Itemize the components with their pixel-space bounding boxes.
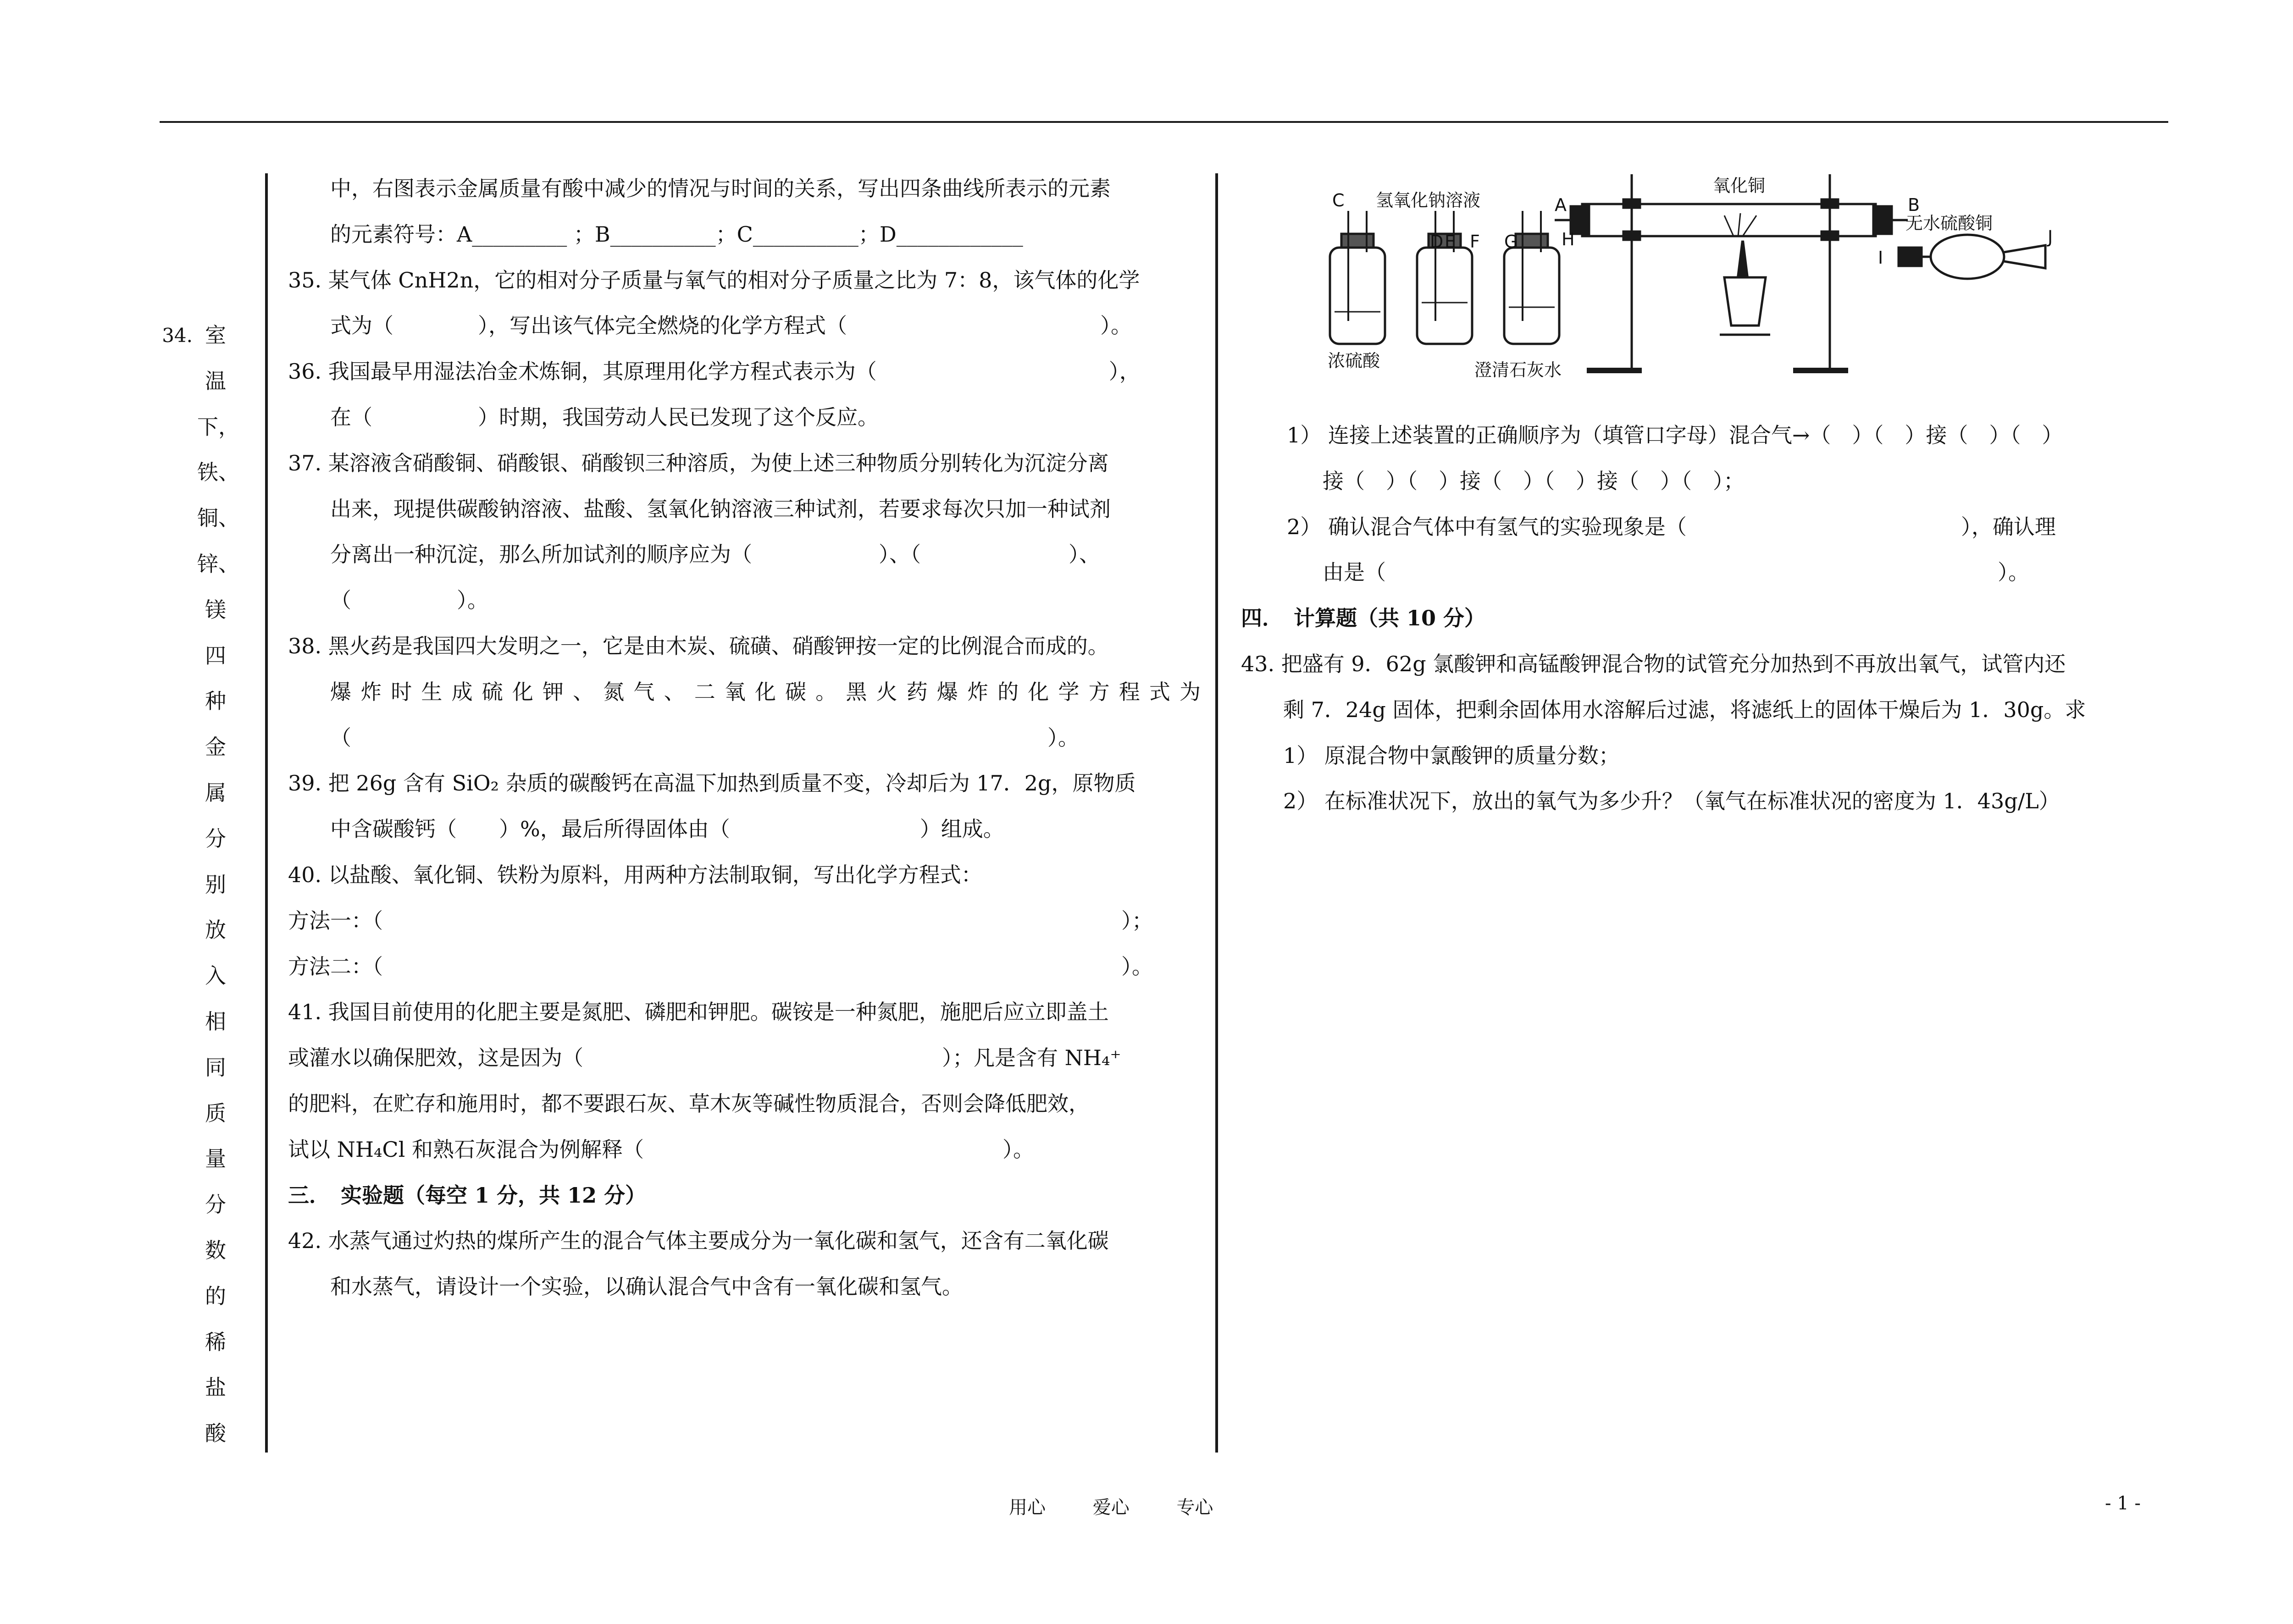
margin-char: 相 bbox=[205, 1009, 226, 1034]
question-text-line: 中，右图表示金属质量有酸中减少的情况与时间的关系，写出四条曲线所表示的元素 bbox=[330, 176, 1111, 201]
margin-char: 的 bbox=[205, 1283, 226, 1309]
margin-char: 数 bbox=[205, 1237, 226, 1263]
margin-char: 分 bbox=[205, 1192, 226, 1217]
bottle-naoh bbox=[1417, 248, 1472, 344]
question-text-line: 43. 把盛有 9．62g 氯酸钾和高锰酸钾混合物的试管充分加热到不再放出氧气，试管内还 bbox=[1241, 651, 2066, 676]
question-text-line: 和水蒸气，请设计一个实验，以确认混合气中含有一氧化碳和氢气。 bbox=[330, 1274, 963, 1299]
question-text-line: 爆炸时生成硫化钾、氮气、二氧化碳。黑火药爆炸的化学方程式为 bbox=[330, 679, 1201, 704]
question-text-line: 2） 确认混合气体中有氢气的实验现象是（ ），确认理 bbox=[1287, 514, 2056, 539]
footer-motto bbox=[1009, 1493, 1254, 1519]
label-i: I bbox=[1878, 248, 1883, 268]
question-text-line: 三． 实验题（每空 1 分，共 12 分） bbox=[288, 1182, 647, 1208]
question-text-line: 试以 NH₄Cl 和熟石灰混合为例解释（ ）。 bbox=[288, 1137, 1034, 1162]
question-text-line: 41. 我国目前使用的化肥主要是氮肥、磷肥和钾肥。碳铵是一种氮肥，施肥后应立即盖土 bbox=[288, 1000, 1109, 1025]
label-naoh-solution: 氢氧化钠溶液 bbox=[1376, 190, 1481, 210]
margin-char: 铁、 bbox=[197, 460, 239, 485]
margin-char: 金 bbox=[205, 735, 226, 760]
question-text-line: 2） 在标准状况下，放出的氧气为多少升？（氧气在标准状况的密度为 1．43g/L） bbox=[1283, 789, 2060, 814]
footer-word: 爱心 bbox=[1092, 1497, 1130, 1518]
question-text-line: 40. 以盐酸、氧化铜、铁粉为原料，用两种方法制取铜，写出化学方程式： bbox=[288, 862, 982, 887]
margin-char: 量 bbox=[205, 1146, 226, 1171]
margin-question-number: 34. bbox=[162, 324, 193, 347]
margin-char: 下， bbox=[197, 414, 239, 439]
label-a: A bbox=[1555, 195, 1567, 215]
margin-char: 属 bbox=[205, 780, 226, 805]
margin-char: 四 bbox=[205, 643, 226, 668]
drying-tube-cuso4 bbox=[1931, 235, 2004, 279]
margin-char: 种 bbox=[205, 689, 226, 714]
margin-char: 温 bbox=[205, 368, 226, 393]
question-text-line: 四． 计算题（共 10 分） bbox=[1241, 606, 1486, 631]
question-text-line: 分离出一种沉淀，那么所加试剂的顺序应为（ ）、（ ）、 bbox=[330, 542, 1100, 567]
question-text-line: 38. 黑火药是我国四大发明之一，它是由木炭、硫磺、硝酸钾按一定的比例混合而成的。 bbox=[288, 633, 1109, 658]
question-text-line: 1） 原混合物中氯酸钾的质量分数； bbox=[1283, 743, 1620, 768]
footer-word: 专心 bbox=[1176, 1497, 1213, 1518]
experiment-apparatus-diagram bbox=[1238, 160, 2064, 408]
label-c: C bbox=[1332, 190, 1345, 210]
margin-char: 质 bbox=[205, 1100, 226, 1126]
question-text-line: （ ）。 bbox=[330, 725, 1079, 750]
label-b: B bbox=[1908, 195, 1920, 215]
label-d: D bbox=[1430, 232, 1444, 252]
copper-oxide-sample bbox=[1724, 213, 1756, 236]
footer-word: 用心 bbox=[1009, 1497, 1046, 1518]
label-f: F bbox=[1470, 232, 1480, 252]
question-text-line: 中含碳酸钙（ ）%，最后所得固体由（ ）组成。 bbox=[330, 817, 1004, 842]
margin-char: 同 bbox=[205, 1055, 226, 1080]
margin-char: 锌、 bbox=[197, 551, 239, 576]
bottle-limewater bbox=[1504, 248, 1559, 344]
margin-char: 镁 bbox=[205, 597, 226, 622]
question-text-line: 的元素符号：A_________ ；B__________；C__________；D____________ bbox=[330, 221, 1023, 247]
question-text-line: （ ）。 bbox=[330, 588, 488, 613]
left-question-column bbox=[288, 166, 1201, 1310]
left-column-rule bbox=[265, 173, 268, 1453]
question-text-line: 的肥料，在贮存和施用时，都不要跟石灰、草木灰等碱性物质混合，否则会降低肥效， bbox=[288, 1091, 1090, 1116]
top-rule bbox=[160, 121, 2168, 123]
question-text-line: 方法二：（ ）。 bbox=[288, 954, 1153, 979]
bottle-conc-sulfuric bbox=[1330, 248, 1385, 344]
margin-char: 铜、 bbox=[197, 506, 239, 531]
right-question-column bbox=[1241, 413, 2163, 824]
question-text-line: 37. 某溶液含硝酸铜、硝酸银、硝酸钡三种溶质，为使上述三种物质分别转化为沉淀分离 bbox=[288, 450, 1109, 475]
question-text-line: 由是（ ）。 bbox=[1323, 560, 2029, 585]
question-text-line: 42. 水蒸气通过灼热的煤所产生的混合气体主要成分为一氧化碳和氢气，还含有二氧化碳 bbox=[288, 1228, 1109, 1254]
center-column-rule bbox=[1215, 173, 1218, 1453]
question-text-line: 1） 连接上述装置的正确顺序为（填管口字母）混合气→（ ）（ ）接（ ）（ ） bbox=[1287, 423, 2063, 447]
stopper-b bbox=[1873, 206, 1892, 234]
label-e: E bbox=[1445, 232, 1456, 252]
label-conc-sulfuric: 浓硫酸 bbox=[1328, 351, 1380, 371]
label-limewater: 澄清石灰水 bbox=[1474, 360, 1562, 380]
margin-char: 放 bbox=[205, 917, 226, 943]
margin-vertical-text bbox=[162, 313, 239, 1457]
question-text-line: 35. 某气体 CnH2n，它的相对分子质量与氧气的相对分子质量之比为 7：8，该气体的化学 bbox=[288, 267, 1140, 293]
margin-char: 酸 bbox=[205, 1421, 226, 1446]
question-text-line: 式为（ ），写出该气体完全燃烧的化学方程式（ ）。 bbox=[330, 313, 1132, 338]
label-anhydrous-cuso4: 无水硫酸铜 bbox=[1905, 213, 1993, 233]
margin-char: 分 bbox=[205, 826, 226, 851]
label-h: H bbox=[1562, 229, 1575, 249]
question-text-line: 接（ ）（ ）接（ ）（ ）接（ ）（ ）； bbox=[1323, 468, 1745, 493]
margin-char: 别 bbox=[205, 872, 226, 897]
question-text-line: 36. 我国最早用湿法冶金术炼铜，其原理用化学方程式表示为（ ）， bbox=[288, 359, 1141, 384]
question-text-line: 剩 7．24g 固体，把剩余固体用水溶解后过滤，将滤纸上的固体干燥后为 1．30g。求 bbox=[1283, 697, 2086, 722]
margin-char: 稀 bbox=[205, 1329, 226, 1354]
page-number: - 1 - bbox=[2105, 1493, 2141, 1514]
question-text-line: 出来，现提供碳酸钠溶液、盐酸、氢氧化钠溶液三种试剂，若要求每次只加一种试剂 bbox=[330, 496, 1111, 521]
question-text-line: 方法一：（ ）； bbox=[288, 908, 1153, 933]
question-text-line: 或灌水以确保肥效，这是因为（ ）；凡是含有 NH₄⁺ bbox=[288, 1045, 1121, 1071]
question-text-line: 39. 把 26g 含有 SiO₂ 杂质的碳酸钙在高温下加热到质量不变，冷却后为 17．2g，原物质 bbox=[288, 771, 1136, 796]
question-text-line: 在（ ）时期，我国劳动人民已发现了这个反应。 bbox=[330, 404, 879, 430]
margin-char: 室 bbox=[205, 323, 226, 348]
margin-char: 盐 bbox=[205, 1375, 226, 1400]
alcohol-burner bbox=[1724, 277, 1766, 326]
label-g: G bbox=[1504, 232, 1518, 252]
label-j: J bbox=[2048, 227, 2053, 247]
label-copper-oxide: 氧化铜 bbox=[1713, 176, 1766, 196]
margin-char: 入 bbox=[205, 963, 226, 989]
